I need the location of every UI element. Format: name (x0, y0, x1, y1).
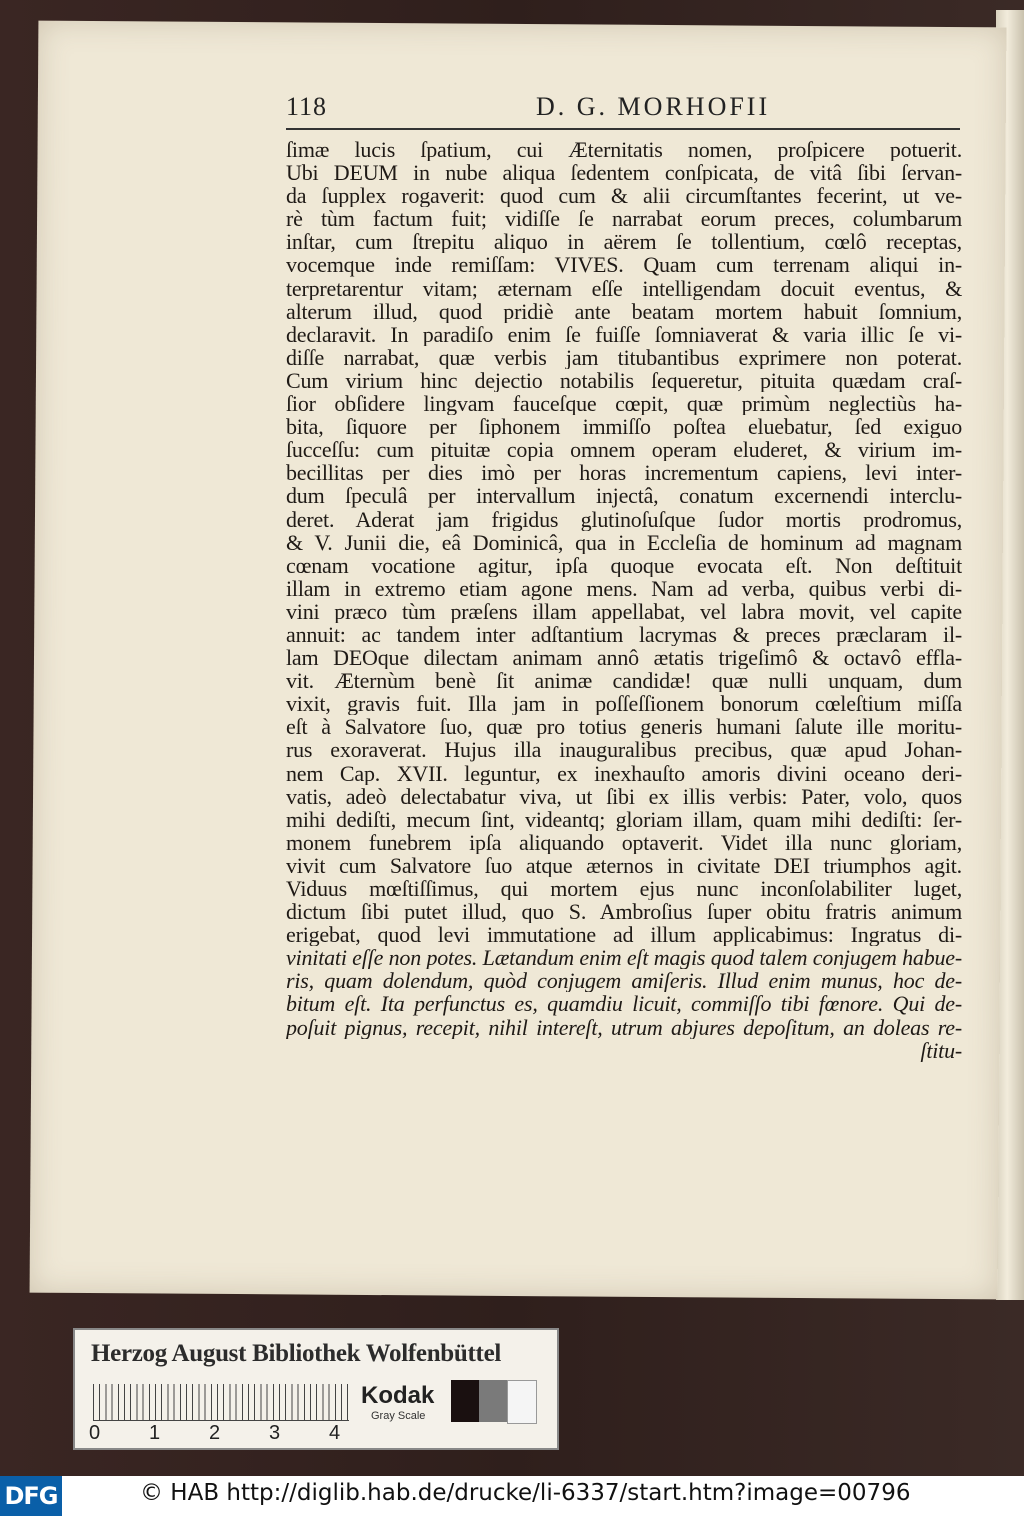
text-line: vatis, adeò delectabatur viva, ut ſibi ex illis verbis: Pater, volo, quos (286, 784, 962, 808)
gray-swatch-black (451, 1380, 479, 1422)
text-line: dum ſpeculâ per intervallum injectâ, conatum excernendi interclu- (286, 484, 962, 508)
text-line: Viduus mœſtiſſimus, qui mortem ejus nunc inconſolabiliter luget, (286, 877, 962, 901)
ruler-numbers (89, 1422, 359, 1446)
text-line: ſimæ lucis ſpatium, cui Æternitatis nomen, proſpicere potuerit. (286, 138, 962, 162)
text-line: rus exoraverat. Hujus illa inauguralibus precibus, quæ apud Johan- (286, 738, 962, 762)
text-line: mihi dediſti, mecum ſint, videantq; gloriam illam, quam mihi dediſti: ſer- (286, 807, 962, 831)
text-line: monem funebrem ipſa aliquando optaverit. Videt illa nunc gloriam, (286, 830, 962, 854)
body-text (286, 138, 962, 1062)
page-header (286, 92, 966, 128)
text-line: becillitas per dies imò per horas incrementum capiens, levi inter- (286, 461, 962, 485)
text-line: lam DEOque dilectam animam annô ætatis trigeſimô & octavô effla- (286, 646, 962, 670)
ruler-number: 3 (269, 1422, 281, 1444)
header-rule (286, 128, 960, 130)
text-line: ſtitu- (920, 1038, 962, 1062)
ruler-number: 1 (149, 1422, 161, 1444)
library-name: Herzog August Bibliothek Wolfenbüttel (91, 1340, 502, 1367)
scale-ruler (93, 1384, 349, 1421)
footer-bar (0, 1476, 1024, 1516)
text-line: eſt à Salvatore ſuo, quæ pro totius generis humani ſalute ille moritu- (286, 715, 962, 739)
running-head: D. G. MORHOFII (536, 92, 771, 121)
text-line: nem Cap. XVII. leguntur, ex inexhauſto amoris divini oceano deri- (286, 761, 962, 785)
gray-swatch-mid (479, 1380, 507, 1422)
ruler-number: 4 (329, 1422, 341, 1444)
text-line: declaravit. In paradiſo enim ſe fuiſſe ſomniaverat & varia illic ſe vi- (286, 322, 962, 346)
page-number: 118 (286, 92, 328, 121)
dfg-logo: DFG (0, 1476, 62, 1516)
ruler-number: 2 (209, 1422, 221, 1444)
text-line: Ubi DEUM in nube aliqua ſedentem conſpicata, de vitâ ſibi ſervan- (286, 161, 962, 185)
text-line: illam in extremo etiam agone mens. Nam ad verba, quibus verbi di- (286, 576, 962, 600)
text-line: & V. Junii die, eâ Dominicâ, qua in Eccleſia de hominum ad magnam (286, 530, 962, 554)
text-line: ris, quam dolendum, quòd conjugem amiſeris. Illud enim munus, hoc de- (286, 969, 962, 993)
text-line: vini præco tùm præſens illam appellabat, vel labra movit, vel capite (286, 599, 962, 623)
text-line: deret. Aderat jam frigidus glutinoſuſque ſudor mortis prodromus, (286, 507, 962, 531)
text-line: alterum illud, quod pridiè ante beatam mortem habuit ſomnium, (286, 299, 962, 323)
kodak-logo: Kodak (361, 1382, 435, 1409)
text-line: cœnam vocatione agitur, ipſa quoque evocata eſt. Non deſtituit (286, 553, 962, 577)
text-line: poſuit pignus, recepit, nihil intereſt, utrum abjures depoſitum, an doleas re- (286, 1015, 962, 1039)
text-line: bitum eſt. Ita perfunctus es, quamdiu licuit, commiſſo tibi fœnore. Qui de- (286, 992, 962, 1016)
text-line: da ſupplex rogaverit: quod cum & alii circumſtantes fecerint, ut ve- (286, 184, 962, 208)
text-line: inſtar, cum ſtrepitu aliquo in aërem ſe tollentium, cœlô receptas, (286, 230, 962, 254)
text-line: annuit: ac tandem inter adſtantium lacrymas & preces præclaram il- (286, 622, 962, 647)
text-line: dictum ſibi putet illud, quo S. Ambroſius ſuper obitu fratris animum (286, 900, 962, 924)
copyright-url[interactable]: © HAB http://diglib.hab.de/drucke/li-6337/start.htm?image=00796 (140, 1480, 911, 1506)
text-line: vit. Æternùm benè ſit animæ candidæ! quæ nulli unquam, dum (286, 669, 962, 693)
library-card (73, 1328, 559, 1450)
text-line: rè tùm factum fuit; vidiſſe ſe narrabat eorum preces, columbarum (286, 207, 962, 231)
gray-swatch-white (507, 1380, 537, 1424)
ruler-number: 0 (89, 1422, 101, 1444)
text-line: ſucceſſu: cum pituitæ copia omnem operam eluderet, & virium im- (286, 438, 962, 462)
text-line: vixit, gravis fuit. Illa jam in poſſeſſionem bonorum cœleſtium miſſa (286, 692, 962, 716)
text-line: ſior obſidere lingvam fauceſque cœpit, quæ primùm neglectiùs ha- (286, 392, 962, 416)
text-line: Cum virium hinc dejectio notabilis ſequeretur, pituita quædam craſ- (286, 368, 962, 393)
text-line: erigebat, quod levi immutatione ad illum applicabimus: Ingratus di- (286, 923, 962, 947)
text-line: terpretarentur vitam; æternam eſſe intelligendam docuit eventus, & (286, 276, 962, 300)
gray-scale-label: Gray Scale (371, 1410, 426, 1422)
text-line: vinitati eſſe non potes. Lætandum enim eſt magis quod talem conjugem habue- (286, 946, 962, 970)
text-line: vocemque inde remiſſam: VIVES. Quam cum terrenam aliqui in- (286, 253, 962, 277)
text-line: bita, ſiquore per ſiphonem immiſſo poſtea eluebatur, ſed exiguo (286, 415, 962, 439)
text-line: vivit cum Salvatore ſuo atque æternos in civitate DEI triumphos agit. (286, 853, 962, 877)
text-line: diſſe narrabat, quæ verbis jam titubantibus exprimere non poterat. (286, 345, 962, 369)
